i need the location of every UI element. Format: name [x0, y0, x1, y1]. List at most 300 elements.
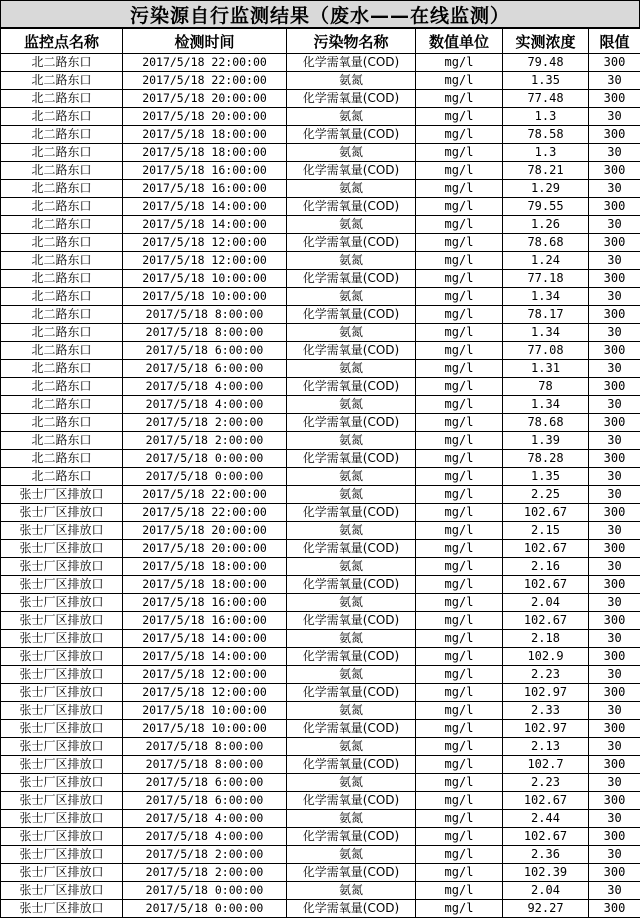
table-row: [1, 594, 640, 612]
limit-cell: 300: [589, 306, 640, 324]
limit-cell: 30: [589, 594, 640, 612]
measured-value-cell: 2.44: [503, 810, 589, 828]
limit-cell: 30: [589, 216, 640, 234]
time-cell: 2017/5/18 16:00:00: [123, 612, 287, 630]
limit-cell: 300: [589, 54, 640, 72]
site-cell: 北二路东口: [1, 288, 123, 306]
limit-cell: 30: [589, 324, 640, 342]
measured-value-cell: 78.21: [503, 162, 589, 180]
unit-cell: mg/l: [416, 432, 503, 450]
time-cell: 2017/5/18 16:00:00: [123, 162, 287, 180]
limit-cell: 300: [589, 648, 640, 666]
unit-cell: mg/l: [416, 738, 503, 756]
site-cell: 张士厂区排放口: [1, 846, 123, 864]
table-row: [1, 774, 640, 792]
unit-cell: mg/l: [416, 522, 503, 540]
pollutant-cell: 氨氮: [287, 144, 416, 162]
site-cell: 张士厂区排放口: [1, 828, 123, 846]
site-cell: 北二路东口: [1, 306, 123, 324]
site-cell: 张士厂区排放口: [1, 540, 123, 558]
time-cell: 2017/5/18 20:00:00: [123, 540, 287, 558]
limit-cell: 30: [589, 288, 640, 306]
time-cell: 2017/5/18 20:00:00: [123, 90, 287, 108]
pollutant-cell: 化学需氧量(COD): [287, 900, 416, 918]
unit-cell: mg/l: [416, 756, 503, 774]
time-cell: 2017/5/18 0:00:00: [123, 882, 287, 900]
table-row: [1, 450, 640, 468]
time-cell: 2017/5/18 6:00:00: [123, 342, 287, 360]
pollutant-cell: 化学需氧量(COD): [287, 126, 416, 144]
unit-cell: mg/l: [416, 306, 503, 324]
measured-value-cell: 2.36: [503, 846, 589, 864]
unit-cell: mg/l: [416, 846, 503, 864]
table-row: [1, 180, 640, 198]
limit-cell: 30: [589, 738, 640, 756]
unit-cell: mg/l: [416, 648, 503, 666]
limit-cell: 30: [589, 486, 640, 504]
pollutant-cell: 氨氮: [287, 468, 416, 486]
table-row: [1, 648, 640, 666]
site-cell: 北二路东口: [1, 414, 123, 432]
measured-value-cell: 78: [503, 378, 589, 396]
unit-cell: mg/l: [416, 810, 503, 828]
time-cell: 2017/5/18 12:00:00: [123, 234, 287, 252]
col-header-unit: 数值单位: [416, 29, 503, 54]
table-row: [1, 234, 640, 252]
unit-cell: mg/l: [416, 792, 503, 810]
site-cell: 张士厂区排放口: [1, 522, 123, 540]
pollutant-cell: 氨氮: [287, 180, 416, 198]
table-row: [1, 54, 640, 72]
site-cell: 北二路东口: [1, 234, 123, 252]
limit-cell: 30: [589, 558, 640, 576]
measured-value-cell: 77.08: [503, 342, 589, 360]
page-title: 污染源自行监测结果（废水——在线监测）: [0, 0, 640, 28]
pollutant-cell: 化学需氧量(COD): [287, 612, 416, 630]
limit-cell: 300: [589, 720, 640, 738]
measured-value-cell: 102.67: [503, 792, 589, 810]
unit-cell: mg/l: [416, 576, 503, 594]
pollutant-cell: 化学需氧量(COD): [287, 198, 416, 216]
unit-cell: mg/l: [416, 558, 503, 576]
time-cell: 2017/5/18 8:00:00: [123, 756, 287, 774]
limit-cell: 30: [589, 432, 640, 450]
time-cell: 2017/5/18 16:00:00: [123, 594, 287, 612]
limit-cell: 30: [589, 396, 640, 414]
measured-value-cell: 79.48: [503, 54, 589, 72]
time-cell: 2017/5/18 0:00:00: [123, 468, 287, 486]
pollutant-cell: 氨氮: [287, 108, 416, 126]
pollutant-cell: 化学需氧量(COD): [287, 162, 416, 180]
measured-value-cell: 1.24: [503, 252, 589, 270]
site-cell: 张士厂区排放口: [1, 810, 123, 828]
limit-cell: 300: [589, 504, 640, 522]
time-cell: 2017/5/18 8:00:00: [123, 306, 287, 324]
unit-cell: mg/l: [416, 882, 503, 900]
limit-cell: 300: [589, 378, 640, 396]
unit-cell: mg/l: [416, 666, 503, 684]
measured-value-cell: 1.29: [503, 180, 589, 198]
pollutant-cell: 化学需氧量(COD): [287, 414, 416, 432]
site-cell: 北二路东口: [1, 468, 123, 486]
pollutant-cell: 化学需氧量(COD): [287, 450, 416, 468]
site-cell: 北二路东口: [1, 432, 123, 450]
header-row: [1, 29, 640, 54]
table-row: [1, 360, 640, 378]
time-cell: 2017/5/18 20:00:00: [123, 108, 287, 126]
table-row: [1, 198, 640, 216]
pollutant-cell: 氨氮: [287, 216, 416, 234]
table-row: [1, 810, 640, 828]
limit-cell: 30: [589, 468, 640, 486]
table-row: [1, 252, 640, 270]
limit-cell: 300: [589, 414, 640, 432]
site-cell: 北二路东口: [1, 198, 123, 216]
unit-cell: mg/l: [416, 468, 503, 486]
time-cell: 2017/5/18 14:00:00: [123, 648, 287, 666]
time-cell: 2017/5/18 8:00:00: [123, 324, 287, 342]
measured-value-cell: 79.55: [503, 198, 589, 216]
site-cell: 张士厂区排放口: [1, 612, 123, 630]
pollutant-cell: 化学需氧量(COD): [287, 684, 416, 702]
unit-cell: mg/l: [416, 504, 503, 522]
pollutant-cell: 氨氮: [287, 774, 416, 792]
pollutant-cell: 氨氮: [287, 360, 416, 378]
table-row: [1, 702, 640, 720]
site-cell: 张士厂区排放口: [1, 756, 123, 774]
measured-value-cell: 2.13: [503, 738, 589, 756]
site-cell: 张士厂区排放口: [1, 864, 123, 882]
time-cell: 2017/5/18 22:00:00: [123, 72, 287, 90]
site-cell: 张士厂区排放口: [1, 882, 123, 900]
table-row: [1, 900, 640, 918]
unit-cell: mg/l: [416, 162, 503, 180]
unit-cell: mg/l: [416, 594, 503, 612]
site-cell: 张士厂区排放口: [1, 774, 123, 792]
unit-cell: mg/l: [416, 684, 503, 702]
site-cell: 北二路东口: [1, 342, 123, 360]
limit-cell: 300: [589, 576, 640, 594]
limit-cell: 30: [589, 180, 640, 198]
time-cell: 2017/5/18 12:00:00: [123, 252, 287, 270]
pollutant-cell: 氨氮: [287, 396, 416, 414]
pollutant-cell: 化学需氧量(COD): [287, 54, 416, 72]
col-header-limit: 限值: [589, 29, 640, 54]
pollutant-cell: 氨氮: [287, 486, 416, 504]
limit-cell: 30: [589, 72, 640, 90]
unit-cell: mg/l: [416, 702, 503, 720]
table-row: [1, 738, 640, 756]
limit-cell: 300: [589, 90, 640, 108]
table-row: [1, 882, 640, 900]
limit-cell: 300: [589, 900, 640, 918]
site-cell: 张士厂区排放口: [1, 666, 123, 684]
unit-cell: mg/l: [416, 252, 503, 270]
unit-cell: mg/l: [416, 378, 503, 396]
unit-cell: mg/l: [416, 540, 503, 558]
time-cell: 2017/5/18 22:00:00: [123, 54, 287, 72]
measured-value-cell: 2.23: [503, 666, 589, 684]
time-cell: 2017/5/18 6:00:00: [123, 792, 287, 810]
limit-cell: 30: [589, 810, 640, 828]
measured-value-cell: 92.27: [503, 900, 589, 918]
measured-value-cell: 102.97: [503, 720, 589, 738]
time-cell: 2017/5/18 14:00:00: [123, 198, 287, 216]
measured-value-cell: 1.34: [503, 288, 589, 306]
col-header-site: 监控点名称: [1, 29, 123, 54]
pollutant-cell: 化学需氧量(COD): [287, 378, 416, 396]
measured-value-cell: 102.9: [503, 648, 589, 666]
unit-cell: mg/l: [416, 774, 503, 792]
pollutant-cell: 氨氮: [287, 522, 416, 540]
unit-cell: mg/l: [416, 414, 503, 432]
measured-value-cell: 78.28: [503, 450, 589, 468]
pollutant-cell: 氨氮: [287, 702, 416, 720]
site-cell: 张士厂区排放口: [1, 900, 123, 918]
measured-value-cell: 2.23: [503, 774, 589, 792]
table-body: [1, 54, 640, 918]
measured-value-cell: 1.26: [503, 216, 589, 234]
table-row: [1, 720, 640, 738]
measured-value-cell: 1.34: [503, 324, 589, 342]
measured-value-cell: 78.68: [503, 414, 589, 432]
time-cell: 2017/5/18 18:00:00: [123, 144, 287, 162]
limit-cell: 300: [589, 126, 640, 144]
measured-value-cell: 1.39: [503, 432, 589, 450]
site-cell: 北二路东口: [1, 216, 123, 234]
time-cell: 2017/5/18 2:00:00: [123, 846, 287, 864]
measured-value-cell: 78.17: [503, 306, 589, 324]
limit-cell: 30: [589, 522, 640, 540]
site-cell: 北二路东口: [1, 450, 123, 468]
time-cell: 2017/5/18 2:00:00: [123, 864, 287, 882]
unit-cell: mg/l: [416, 828, 503, 846]
pollutant-cell: 化学需氧量(COD): [287, 540, 416, 558]
monitoring-table: [0, 28, 640, 918]
table-row: [1, 504, 640, 522]
table-row: [1, 396, 640, 414]
unit-cell: mg/l: [416, 180, 503, 198]
time-cell: 2017/5/18 12:00:00: [123, 666, 287, 684]
limit-cell: 300: [589, 450, 640, 468]
limit-cell: 300: [589, 612, 640, 630]
measured-value-cell: 102.97: [503, 684, 589, 702]
col-header-measured: 实测浓度: [503, 29, 589, 54]
limit-cell: 300: [589, 198, 640, 216]
measured-value-cell: 1.31: [503, 360, 589, 378]
time-cell: 2017/5/18 4:00:00: [123, 396, 287, 414]
limit-cell: 300: [589, 270, 640, 288]
site-cell: 北二路东口: [1, 378, 123, 396]
unit-cell: mg/l: [416, 396, 503, 414]
limit-cell: 30: [589, 882, 640, 900]
pollutant-cell: 化学需氧量(COD): [287, 756, 416, 774]
measured-value-cell: 1.35: [503, 468, 589, 486]
measured-value-cell: 2.18: [503, 630, 589, 648]
site-cell: 北二路东口: [1, 396, 123, 414]
site-cell: 张士厂区排放口: [1, 594, 123, 612]
site-cell: 张士厂区排放口: [1, 648, 123, 666]
measured-value-cell: 2.33: [503, 702, 589, 720]
site-cell: 北二路东口: [1, 108, 123, 126]
time-cell: 2017/5/18 10:00:00: [123, 720, 287, 738]
time-cell: 2017/5/18 10:00:00: [123, 270, 287, 288]
measured-value-cell: 1.3: [503, 144, 589, 162]
time-cell: 2017/5/18 0:00:00: [123, 900, 287, 918]
time-cell: 2017/5/18 22:00:00: [123, 504, 287, 522]
pollutant-cell: 氨氮: [287, 630, 416, 648]
site-cell: 张士厂区排放口: [1, 558, 123, 576]
table-row: [1, 378, 640, 396]
limit-cell: 300: [589, 684, 640, 702]
table-row: [1, 216, 640, 234]
pollutant-cell: 氨氮: [287, 558, 416, 576]
site-cell: 张士厂区排放口: [1, 504, 123, 522]
table-row: [1, 666, 640, 684]
unit-cell: mg/l: [416, 720, 503, 738]
time-cell: 2017/5/18 6:00:00: [123, 360, 287, 378]
site-cell: 北二路东口: [1, 54, 123, 72]
limit-cell: 30: [589, 108, 640, 126]
unit-cell: mg/l: [416, 90, 503, 108]
unit-cell: mg/l: [416, 864, 503, 882]
limit-cell: 300: [589, 342, 640, 360]
time-cell: 2017/5/18 20:00:00: [123, 522, 287, 540]
limit-cell: 300: [589, 162, 640, 180]
pollutant-cell: 化学需氧量(COD): [287, 648, 416, 666]
unit-cell: mg/l: [416, 612, 503, 630]
unit-cell: mg/l: [416, 216, 503, 234]
time-cell: 2017/5/18 0:00:00: [123, 450, 287, 468]
site-cell: 张士厂区排放口: [1, 486, 123, 504]
table-row: [1, 342, 640, 360]
measured-value-cell: 1.35: [503, 72, 589, 90]
limit-cell: 300: [589, 828, 640, 846]
measured-value-cell: 78.58: [503, 126, 589, 144]
time-cell: 2017/5/18 4:00:00: [123, 828, 287, 846]
pollutant-cell: 化学需氧量(COD): [287, 342, 416, 360]
pollutant-cell: 氨氮: [287, 252, 416, 270]
site-cell: 北二路东口: [1, 324, 123, 342]
pollutant-cell: 化学需氧量(COD): [287, 90, 416, 108]
pollutant-cell: 氨氮: [287, 324, 416, 342]
time-cell: 2017/5/18 10:00:00: [123, 288, 287, 306]
unit-cell: mg/l: [416, 198, 503, 216]
site-cell: 北二路东口: [1, 270, 123, 288]
measured-value-cell: 102.67: [503, 576, 589, 594]
site-cell: 北二路东口: [1, 252, 123, 270]
measured-value-cell: 2.25: [503, 486, 589, 504]
unit-cell: mg/l: [416, 108, 503, 126]
time-cell: 2017/5/18 12:00:00: [123, 684, 287, 702]
time-cell: 2017/5/18 6:00:00: [123, 774, 287, 792]
site-cell: 北二路东口: [1, 360, 123, 378]
pollutant-cell: 氨氮: [287, 72, 416, 90]
pollutant-cell: 化学需氧量(COD): [287, 720, 416, 738]
table-row: [1, 522, 640, 540]
table-row: [1, 162, 640, 180]
table-row: [1, 270, 640, 288]
table-row: [1, 846, 640, 864]
time-cell: 2017/5/18 4:00:00: [123, 810, 287, 828]
table-row: [1, 486, 640, 504]
pollutant-cell: 化学需氧量(COD): [287, 864, 416, 882]
pollutant-cell: 化学需氧量(COD): [287, 792, 416, 810]
unit-cell: mg/l: [416, 486, 503, 504]
limit-cell: 30: [589, 774, 640, 792]
time-cell: 2017/5/18 2:00:00: [123, 414, 287, 432]
time-cell: 2017/5/18 4:00:00: [123, 378, 287, 396]
unit-cell: mg/l: [416, 144, 503, 162]
limit-cell: 30: [589, 702, 640, 720]
site-cell: 张士厂区排放口: [1, 630, 123, 648]
table-row: [1, 144, 640, 162]
unit-cell: mg/l: [416, 324, 503, 342]
table-row: [1, 756, 640, 774]
time-cell: 2017/5/18 8:00:00: [123, 738, 287, 756]
time-cell: 2017/5/18 14:00:00: [123, 630, 287, 648]
table-row: [1, 792, 640, 810]
site-cell: 张士厂区排放口: [1, 576, 123, 594]
site-cell: 北二路东口: [1, 144, 123, 162]
limit-cell: 30: [589, 630, 640, 648]
unit-cell: mg/l: [416, 360, 503, 378]
table-row: [1, 90, 640, 108]
time-cell: 2017/5/18 14:00:00: [123, 216, 287, 234]
measured-value-cell: 2.04: [503, 594, 589, 612]
site-cell: 张士厂区排放口: [1, 738, 123, 756]
pollutant-cell: 氨氮: [287, 594, 416, 612]
time-cell: 2017/5/18 16:00:00: [123, 180, 287, 198]
limit-cell: 30: [589, 252, 640, 270]
unit-cell: mg/l: [416, 630, 503, 648]
table-row: [1, 72, 640, 90]
measured-value-cell: 78.68: [503, 234, 589, 252]
col-header-time: 检测时间: [123, 29, 287, 54]
pollutant-cell: 氨氮: [287, 432, 416, 450]
measured-value-cell: 102.39: [503, 864, 589, 882]
table-row: [1, 630, 640, 648]
unit-cell: mg/l: [416, 234, 503, 252]
limit-cell: 30: [589, 360, 640, 378]
site-cell: 张士厂区排放口: [1, 720, 123, 738]
site-cell: 北二路东口: [1, 162, 123, 180]
limit-cell: 300: [589, 756, 640, 774]
site-cell: 北二路东口: [1, 90, 123, 108]
table-row: [1, 108, 640, 126]
measured-value-cell: 102.67: [503, 504, 589, 522]
time-cell: 2017/5/18 22:00:00: [123, 486, 287, 504]
unit-cell: mg/l: [416, 54, 503, 72]
table-row: [1, 306, 640, 324]
measured-value-cell: 2.04: [503, 882, 589, 900]
unit-cell: mg/l: [416, 72, 503, 90]
unit-cell: mg/l: [416, 126, 503, 144]
measured-value-cell: 102.7: [503, 756, 589, 774]
time-cell: 2017/5/18 18:00:00: [123, 126, 287, 144]
unit-cell: mg/l: [416, 900, 503, 918]
pollutant-cell: 化学需氧量(COD): [287, 270, 416, 288]
unit-cell: mg/l: [416, 270, 503, 288]
measured-value-cell: 1.34: [503, 396, 589, 414]
limit-cell: 300: [589, 540, 640, 558]
unit-cell: mg/l: [416, 450, 503, 468]
pollutant-cell: 化学需氧量(COD): [287, 828, 416, 846]
table-row: [1, 126, 640, 144]
measured-value-cell: 102.67: [503, 828, 589, 846]
table-row: [1, 864, 640, 882]
table-row: [1, 468, 640, 486]
